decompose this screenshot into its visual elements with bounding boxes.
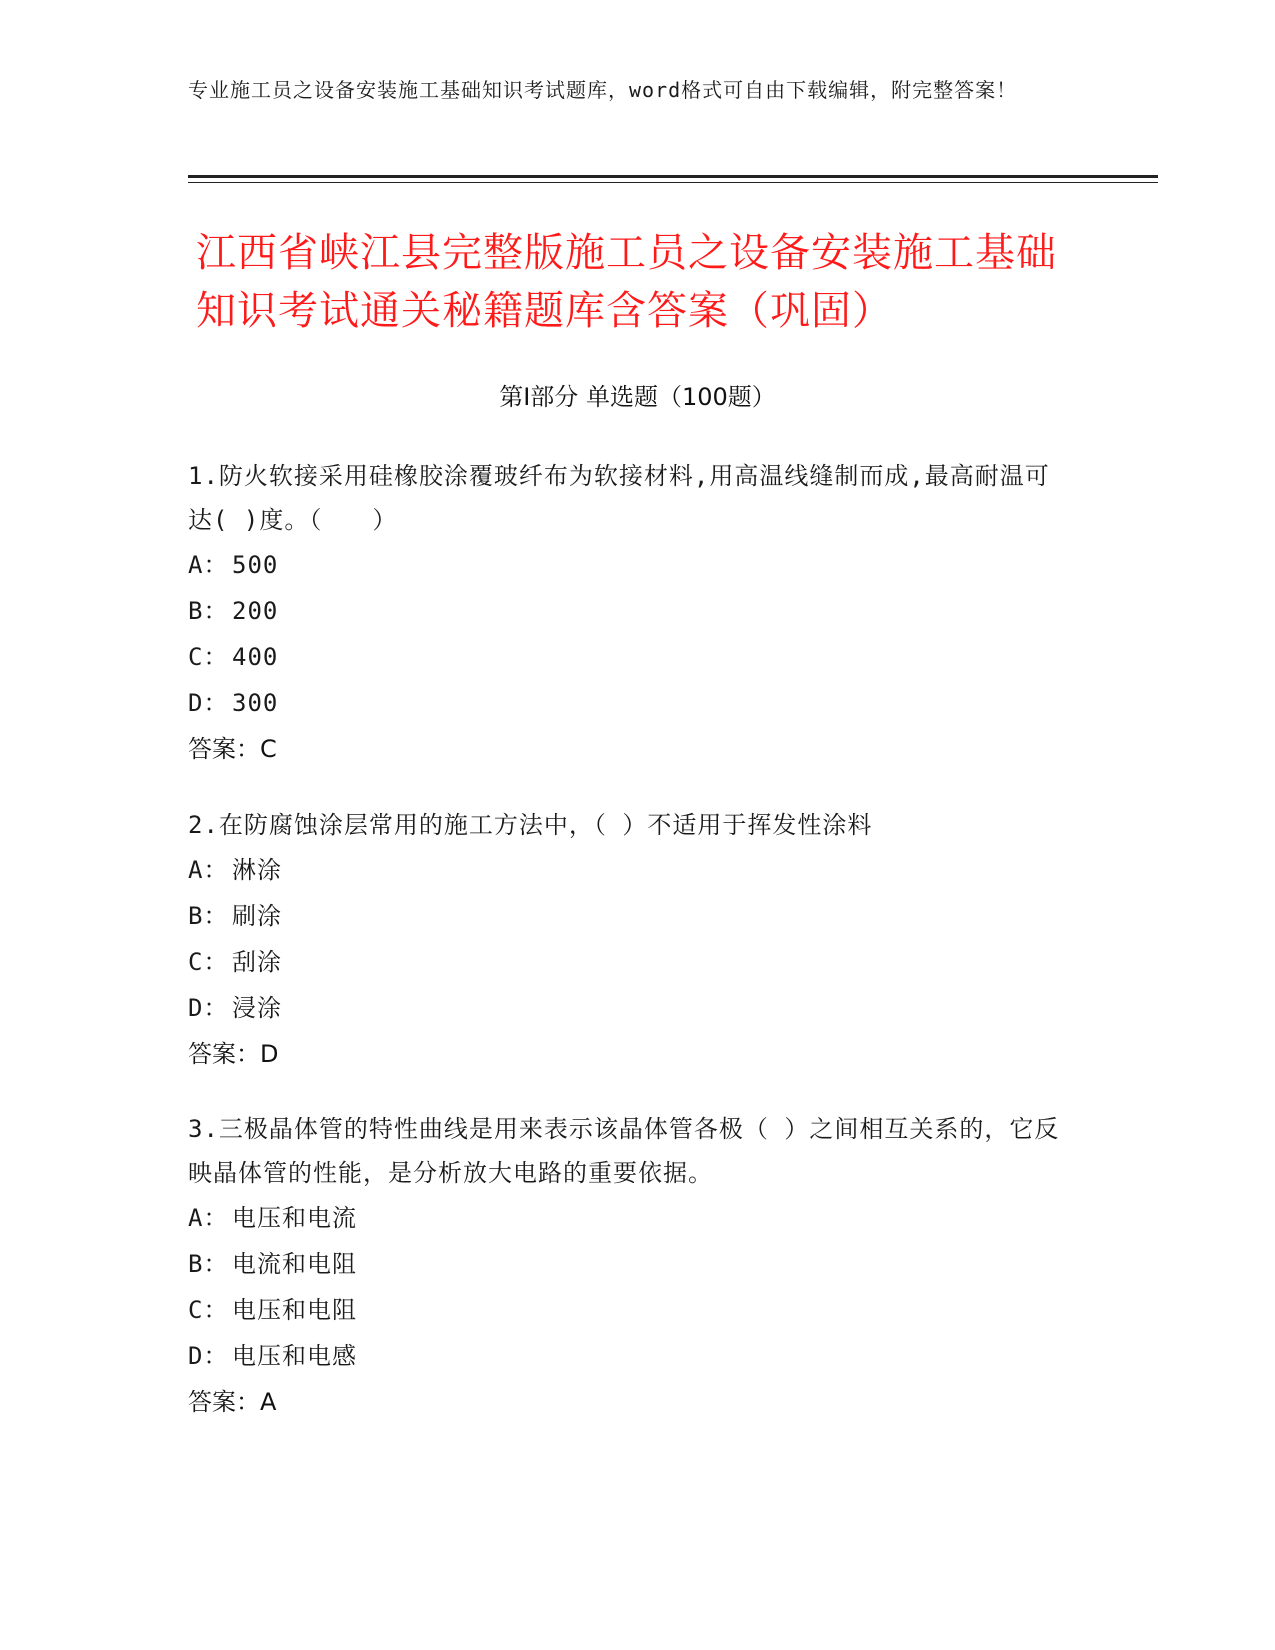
option-key: C： [188, 643, 229, 671]
option-d [188, 1333, 1068, 1379]
answer-line: 答案：A [188, 1388, 277, 1416]
question-text: 3.三极晶体管的特性曲线是用来表示该晶体管各极（ ）之间相互关系的，它反映晶体管的性能，是分析放大电路的重要依据。 [188, 1115, 1060, 1187]
option-key: D： [188, 689, 229, 717]
option-value: 浸涂 [232, 994, 282, 1022]
option-d [188, 680, 1068, 726]
option-a [188, 1195, 1068, 1241]
option-key: B： [188, 597, 229, 625]
option-key: D： [188, 1342, 229, 1370]
question-text: 2.在防腐蚀涂层常用的施工方法中，（ ）不适用于挥发性涂料 [188, 811, 873, 839]
option-value: 电压和电阻 [232, 1296, 357, 1324]
option-b [188, 1241, 1068, 1287]
option-value: 淋涂 [232, 856, 282, 884]
option-value: 200 [232, 597, 279, 625]
header-divider-thin [188, 182, 1158, 183]
header-note: 专业施工员之设备安装施工基础知识考试题库，word格式可自由下载编辑，附完整答案！ [188, 78, 1018, 102]
option-value: 刷涂 [232, 902, 282, 930]
option-key: A： [188, 1204, 229, 1232]
option-b [188, 588, 1068, 634]
option-key: C： [188, 948, 229, 976]
option-d [188, 985, 1068, 1031]
option-a [188, 542, 1068, 588]
option-value: 400 [232, 643, 279, 671]
option-value: 刮涂 [232, 948, 282, 976]
header-divider-thick [188, 175, 1158, 178]
option-key: B： [188, 1250, 229, 1278]
question-text: 1.防火软接采用硅橡胶涂覆玻纤布为软接材料,用高温线缝制而成,最高耐温可达( )度。（ ） [188, 462, 1050, 534]
option-value: 电流和电阻 [232, 1250, 357, 1278]
question-1 [188, 454, 1068, 772]
question-2 [188, 803, 1068, 1077]
option-value: 300 [232, 689, 279, 717]
option-key: B： [188, 902, 229, 930]
option-value: 电压和电感 [232, 1342, 357, 1370]
option-key: D： [188, 994, 229, 1022]
option-key: C： [188, 1296, 229, 1324]
section-heading: 第Ⅰ部分 单选题（100题） [499, 383, 776, 411]
option-b [188, 893, 1068, 939]
answer-line: 答案：C [188, 735, 277, 763]
option-c [188, 634, 1068, 680]
question-3 [188, 1107, 1068, 1425]
answer-line: 答案：D [188, 1040, 279, 1068]
option-value: 电压和电流 [232, 1204, 357, 1232]
option-a [188, 847, 1068, 893]
option-key: A： [188, 551, 229, 579]
option-value: 500 [232, 551, 279, 579]
option-c [188, 939, 1068, 985]
option-key: A： [188, 856, 229, 884]
option-c [188, 1287, 1068, 1333]
document-title: 江西省峡江县完整版施工员之设备安装施工基础知识考试通关秘籍题库含答案（巩固） [196, 230, 1057, 334]
